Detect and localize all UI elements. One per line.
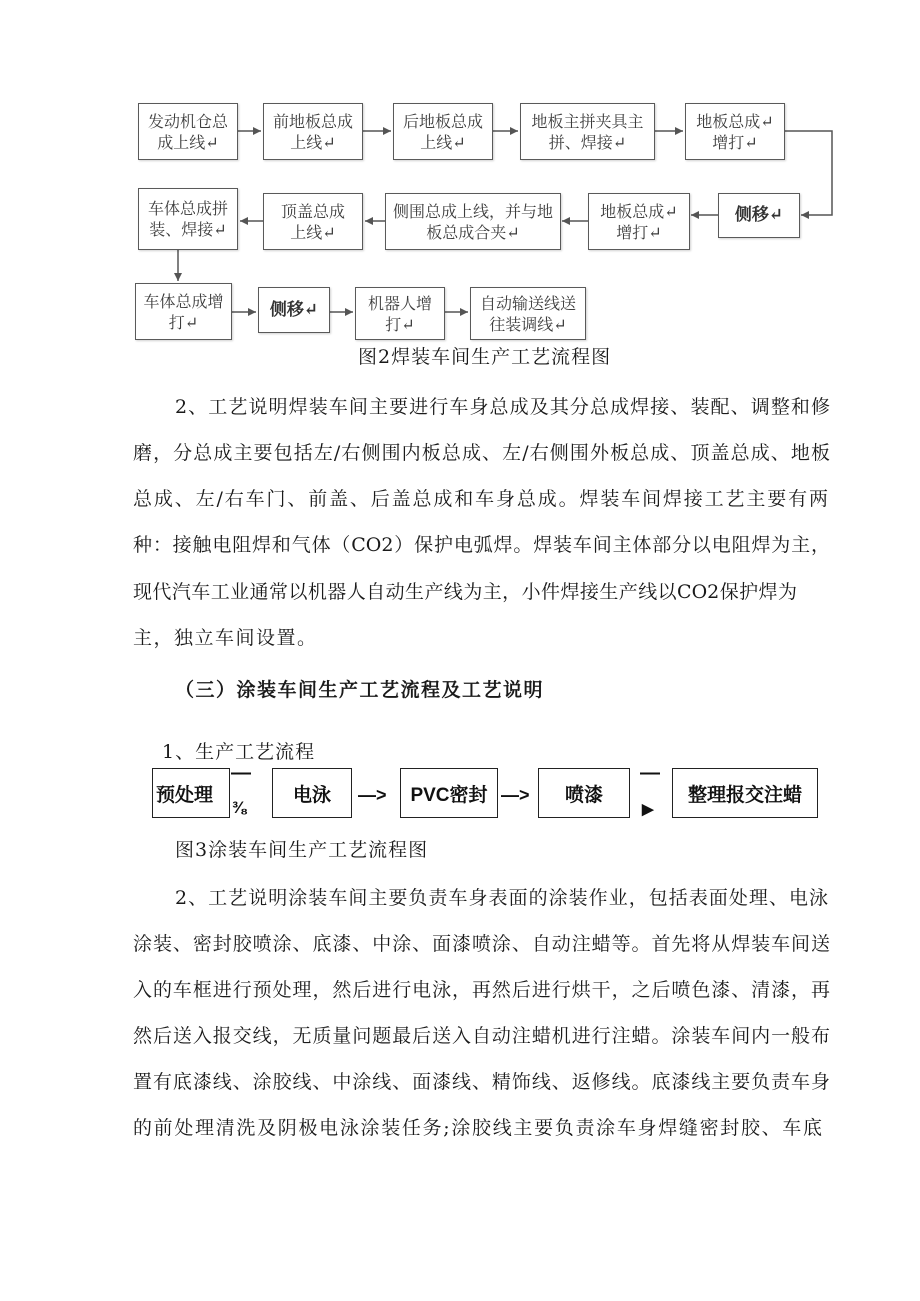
weld-step-label: 车体总成拼 bbox=[147, 199, 228, 218]
weld-step-label: 往装调线↵ bbox=[489, 314, 567, 334]
paragraph-line: 涂装、密封胶喷涂、底漆、中涂、面漆喷涂、自动注蜡等。首先将从焊装车间送 bbox=[133, 933, 830, 955]
weld-step-label: 增打↵ bbox=[712, 132, 758, 152]
paragraph-line: 总成、左/右车门、前盖、后盖总成和车身总成。焊装车间焊接工艺主要有两 bbox=[133, 488, 828, 510]
weld-step-label: 板总成合夹↵ bbox=[426, 222, 520, 242]
weld-step-label: 打↵ bbox=[385, 314, 415, 334]
flow-connector: ⅜ bbox=[232, 798, 247, 817]
weld-step-box bbox=[355, 287, 445, 340]
weld-step-label: 侧移↵ bbox=[269, 299, 319, 320]
paragraph-line: 置有底漆线、涂胶线、中涂线、面漆线、精饰线、返修线。底漆线主要负责车身 bbox=[133, 1071, 830, 1093]
weld-step-label: 地板主拼夹具主 bbox=[531, 111, 644, 131]
weld-step-box bbox=[138, 103, 238, 160]
figure-caption: 图3涂装车间生产工艺流程图 bbox=[175, 839, 429, 861]
weld-step-box bbox=[138, 188, 238, 250]
weld-step-label: 拼、焊接↵ bbox=[548, 132, 627, 152]
weld-step-label: 顶盖总成 bbox=[280, 201, 345, 221]
weld-step-box bbox=[520, 103, 655, 160]
flow-connector: —> bbox=[358, 785, 387, 805]
paragraph-line: 入的车框进行预处理，然后进行电泳，再然后进行烘干，之后喷色漆、清漆，再 bbox=[133, 979, 830, 1001]
paint-step-box: 预处理 bbox=[152, 768, 230, 818]
weld-step-label: 侧移↵ bbox=[734, 205, 784, 225]
paragraph-line: 然后送入报交线，无质量问题最后送入自动注蜡机进行注蜡。涂装车间内一般布 bbox=[133, 1025, 830, 1047]
weld-step-label: 地板总成↵ bbox=[600, 201, 678, 221]
paint-step-box: 整理报交注蜡 bbox=[672, 768, 818, 818]
figure-caption: 图2焊装车间生产工艺流程图 bbox=[358, 346, 612, 368]
weld-step-label: 成上线↵ bbox=[157, 132, 219, 152]
flow-connector: ▶ bbox=[642, 801, 654, 818]
weld-step-box bbox=[718, 193, 800, 238]
paint-step-box: 电泳 bbox=[272, 768, 352, 818]
paint-step-box: PVC密封 bbox=[400, 768, 498, 818]
flow-connector: —> bbox=[501, 785, 530, 805]
paint-step-box: 喷漆 bbox=[538, 768, 630, 818]
weld-step-label: 地板总成↵ bbox=[696, 111, 774, 131]
weld-step-label: 后地板总成 bbox=[402, 111, 483, 131]
weld-step-box bbox=[685, 103, 785, 160]
paragraph-line: 2、工艺说明涂装车间主要负责车身表面的涂装作业，包括表面处理、电泳 bbox=[175, 887, 828, 909]
paragraph-line: 2、工艺说明焊装车间主要进行车身总成及其分总成焊接、装配、调整和修 bbox=[175, 396, 830, 418]
weld-step-label: 前地板总成 bbox=[272, 111, 353, 131]
weld-step-label: 自动输送线送 bbox=[479, 293, 576, 313]
flow-connector: — bbox=[231, 762, 251, 784]
weld-step-label: 打↵ bbox=[168, 312, 199, 332]
weld-step-label: 增打↵ bbox=[616, 222, 662, 242]
weld-step-box bbox=[393, 103, 493, 160]
weld-step-label: 发动机仓总 bbox=[147, 111, 228, 131]
weld-step-label: 车体总成增 bbox=[143, 291, 224, 311]
weld-step-label: 装、焊接↵ bbox=[149, 220, 227, 239]
weld-step-label: 机器人增 bbox=[367, 293, 432, 313]
weld-step-label: 上线↵ bbox=[420, 132, 466, 152]
weld-step-box bbox=[258, 287, 330, 333]
section-heading: （三）涂装车间生产工艺流程及工艺说明 bbox=[175, 679, 545, 701]
paragraph-line: 主，独立车间设置。 bbox=[133, 627, 318, 649]
subheading: 1、生产工艺流程 bbox=[162, 741, 316, 763]
weld-step-box bbox=[470, 287, 586, 340]
weld-step-box bbox=[588, 193, 690, 250]
weld-step-label: 上线↵ bbox=[290, 132, 336, 152]
paragraph-line: 的前处理清洗及阴极电泳涂装任务;涂胶线主要负责涂车身焊缝密封胶、车底 bbox=[133, 1117, 822, 1139]
weld-step-label: 侧围总成上线，并与地 bbox=[392, 201, 553, 221]
flow-connector: — bbox=[640, 762, 660, 784]
paragraph-line: 种：接触电阻焊和气体（CO2）保护电弧焊。焊装车间主体部分以电阻焊为主， bbox=[133, 534, 830, 556]
paragraph-line: 现代汽车工业通常以机器人自动生产线为主，小件焊接生产线以CO2保护焊为 bbox=[133, 581, 797, 603]
paragraph-line: 磨，分总成主要包括左/右侧围内板总成、左/右侧围外板总成、顶盖总成、地板 bbox=[133, 442, 830, 464]
weld-step-box bbox=[263, 193, 363, 250]
weld-step-label: 上线↵ bbox=[290, 222, 336, 242]
weld-step-box bbox=[263, 103, 363, 160]
weld-step-box bbox=[385, 193, 561, 250]
weld-step-box bbox=[135, 283, 232, 340]
